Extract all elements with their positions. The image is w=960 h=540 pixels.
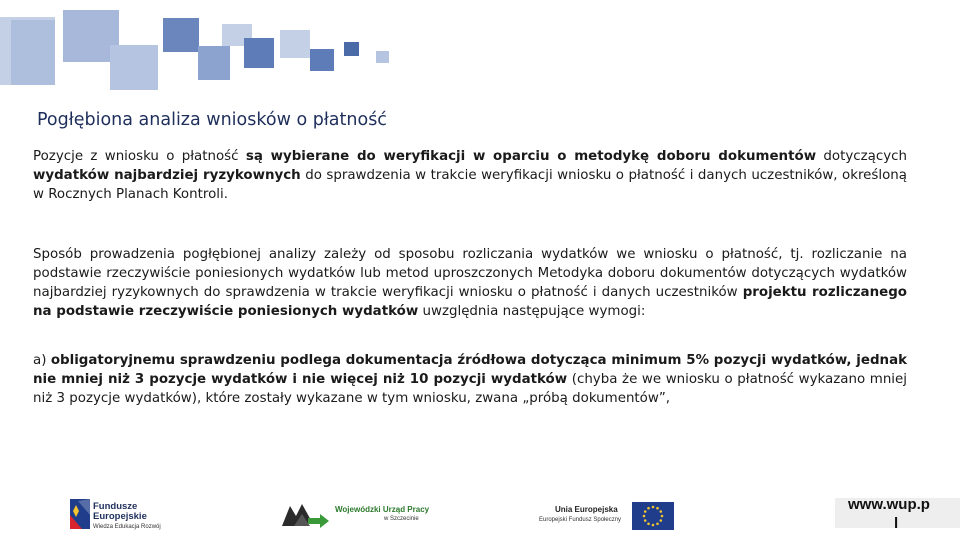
decor-square xyxy=(110,45,158,90)
text-span: uwzględnia następujące wymogi: xyxy=(418,304,646,319)
text-span: (chyba że we wniosku o płatność wykazano mniej niż 3 pozycje wydatków), które zostały wykazane w tym wniosku, zwana „próbą dokumentów”, xyxy=(33,372,907,406)
website-url[interactable]: www.wup.p xyxy=(848,496,930,513)
decor-square xyxy=(198,46,230,80)
decor-square xyxy=(280,30,310,58)
ue-logo-fund: Europejski Fundusz Społeczny xyxy=(539,517,622,523)
decor-square xyxy=(163,18,199,52)
fe-logo-subtitle: Wiedza Edukacja Rozwój xyxy=(93,524,161,530)
paragraph-requirement-a xyxy=(33,351,907,408)
wup-logo-icon xyxy=(280,500,330,528)
page-title: Pogłębiona analiza wniosków o płatność xyxy=(37,110,387,130)
decor-square xyxy=(244,38,274,68)
text-bold: są wybierane do weryfikacji w oparciu o metodykę doboru dokumentów xyxy=(245,149,817,164)
text-span: do sprawdzenia w trakcie weryfikacji wniosku o płatność i danych uczestników, określoną w Rocznych Planach Kontroli. xyxy=(33,168,908,202)
fe-logo-line: Fundusze xyxy=(93,501,138,512)
decor-square xyxy=(344,42,359,56)
text-span: Pozycje z wniosku o płatność xyxy=(33,149,246,164)
decor-square xyxy=(376,51,389,63)
fe-logo-line: Europejskie xyxy=(93,511,147,522)
eu-flag-icon xyxy=(632,502,674,530)
decor-square xyxy=(11,20,55,85)
text-span: Sposób prowadzenia pogłębionej analizy zależy od sposobu rozliczania wydatków we wniosku o płatność, tj. rozliczanie na podstawie rzeczywiście poniesionych wydatków lub metod uproszczonych Metodyka doboru dokumentów dotyczących wydatków najbardziej ryzykownych do sprawdzenia w trakcie weryfikacji wniosku o płatność i danych uczestników xyxy=(33,247,907,300)
text-span: dotyczących xyxy=(816,149,908,164)
ue-logo-name: Unia Europejska xyxy=(555,505,618,514)
text-bold: projektu rozliczanego na podstawie rzeczywiście poniesionych wydatków xyxy=(33,285,907,319)
fe-logo-text xyxy=(93,502,147,522)
text-bold: wydatków najbardziej ryzykownych xyxy=(33,168,301,183)
wup-logo-city: w Szczecinie xyxy=(384,516,419,522)
decor-square xyxy=(310,49,334,71)
text-span: a) xyxy=(33,353,51,368)
text-bold: obligatoryjnemu sprawdzeniu podlega dokumentacja źródłowa dotycząca minimum 5% pozycji wydatków, jednak nie mniej niż 3 pozycje wydatków i nie więcej niż 10 pozycji wydatków xyxy=(33,353,908,387)
wup-logo-name: Wojewódzki Urząd Pracy xyxy=(335,505,430,514)
website-url-wrap[interactable]: l xyxy=(894,515,899,532)
paragraph-selection-rules xyxy=(33,147,907,204)
paragraph-analysis-method xyxy=(33,245,907,321)
fundusze-europejskie-logo-icon xyxy=(66,497,92,531)
